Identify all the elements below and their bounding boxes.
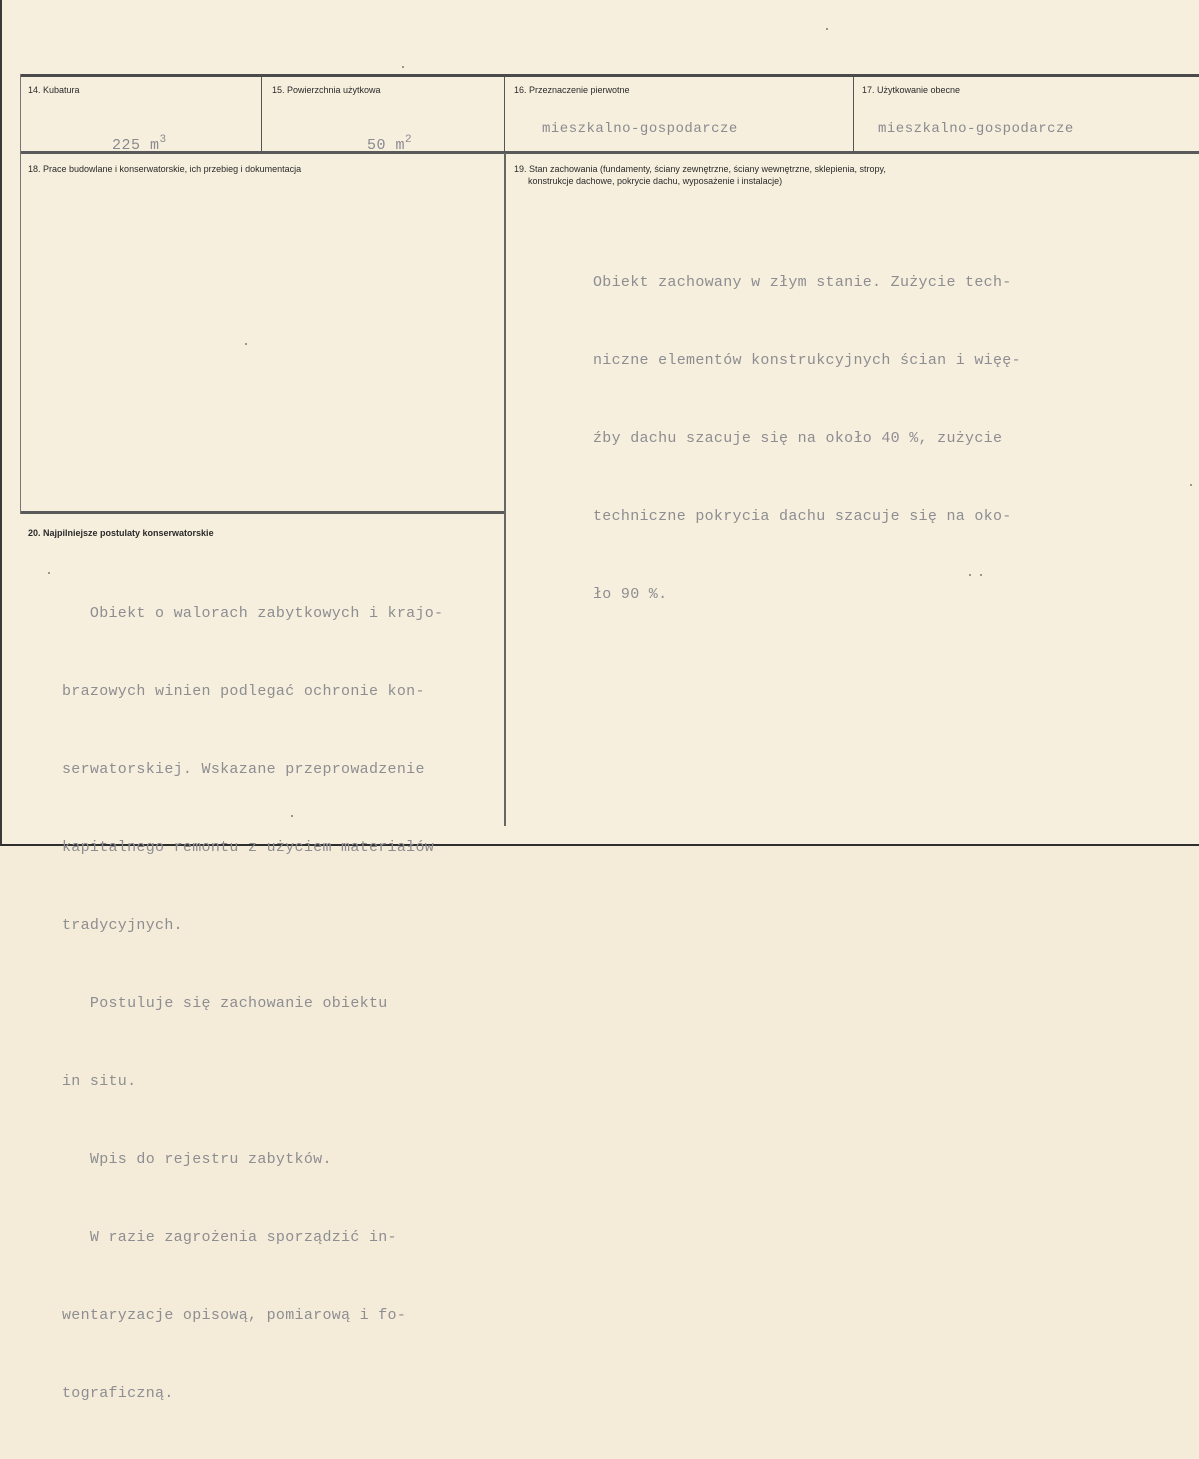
field-17-label: 17. Użytkowanie obecne <box>862 85 961 95</box>
field-20-text <box>62 549 443 1459</box>
divider-15-16 <box>504 77 505 152</box>
field-19-label-line2: konstrukcje dachowe, pokrycie dachu, wyposażenie i instalacje) <box>528 176 783 186</box>
left-rule <box>20 74 21 514</box>
paper-speck <box>48 572 50 574</box>
field-20-line: W razie zagrożenia sporządzić in- <box>62 1229 397 1246</box>
field-17-value: mieszkalno-gospodarcze <box>878 121 1074 137</box>
field-20-line: Postuluje się zachowanie obiektu <box>62 995 388 1012</box>
field-19-line: źby dachu szacuje się na około 40 %, zużycie <box>593 430 1003 447</box>
field-19-line: Obiekt zachowany w złym stanie. Zużycie tech- <box>593 274 1012 291</box>
paper-speck <box>402 66 404 68</box>
field-20-line: tradycyjnych. <box>62 917 183 934</box>
top-rule <box>20 74 1199 77</box>
field-18-label: 18. Prace budowlane i konserwatorskie, ich przebieg i dokumentacja <box>28 164 302 174</box>
field-20-line: Wpis do rejestru zabytków. <box>62 1151 332 1168</box>
field-15-unit-exponent: 2 <box>405 134 413 146</box>
field-14-unit-exponent: 3 <box>159 134 167 146</box>
paper-speck <box>1190 484 1192 486</box>
field-20-line: serwatorskiej. Wskazane przeprowadzenie <box>62 761 425 778</box>
field-19-line: techniczne pokrycia dachu szacuje się na oko- <box>593 508 1012 525</box>
divider-main <box>504 153 506 826</box>
field-14-number: 225 m <box>112 137 160 154</box>
field-19-line: ło 90 %. <box>593 586 668 603</box>
field-20-line: brazowych winien podlegać ochronie kon- <box>62 683 425 700</box>
field-20-line: in situ. <box>62 1073 137 1090</box>
paper-speck <box>245 343 247 345</box>
field-16-value: mieszkalno-gospodarcze <box>542 121 738 137</box>
field-19-line: niczne elementów konstrukcyjnych ścian i więę- <box>593 352 1021 369</box>
field-15-label: 15. Powierzchnia użytkowa <box>272 85 381 95</box>
field-20-line: kapitalnego remontu z użyciem materiałów <box>62 839 435 856</box>
field-19-text <box>593 218 1021 660</box>
paper-speck <box>980 574 982 576</box>
divider-16-17 <box>853 77 854 152</box>
field-15-number: 50 m <box>367 137 406 154</box>
field20-top-rule <box>20 511 504 514</box>
field-20-line: tograficzną. <box>62 1385 174 1402</box>
field-15-value <box>329 117 412 171</box>
field-20-label: 20. Najpilniejsze postulaty konserwatorskie <box>28 528 214 538</box>
paper-speck <box>291 815 293 817</box>
paper-speck <box>969 574 971 576</box>
row1-bottom-rule <box>20 151 1199 154</box>
field-20-line: Obiekt o walorach zabytkowych i krajo- <box>62 605 444 622</box>
field-16-label: 16. Przeznaczenie pierwotne <box>514 85 630 95</box>
field-19-label-line1: 19. Stan zachowania (fundamenty, ściany zewnętrzne, ściany wewnętrzne, sklepienia, stropy, <box>514 164 886 174</box>
field-20-line: wentaryzacje opisową, pomiarową i fo- <box>62 1307 407 1324</box>
field-14-label: 14. Kubatura <box>28 85 80 95</box>
paper-speck <box>826 28 828 30</box>
divider-14-15 <box>261 77 262 152</box>
